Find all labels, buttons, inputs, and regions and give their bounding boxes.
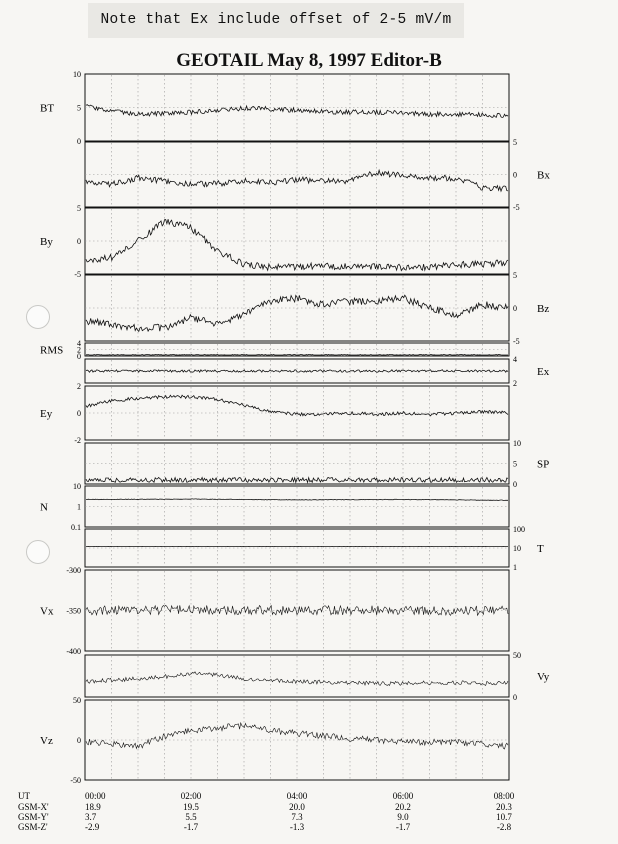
- y-tick-label: 2: [513, 379, 517, 388]
- y-tick-label: -400: [66, 647, 81, 656]
- y-tick-label: 0: [513, 170, 517, 180]
- panel-vz: [40, 696, 509, 785]
- panel-label: Vy: [537, 671, 550, 683]
- footer-value: 9.0: [397, 812, 409, 822]
- y-tick-label: 0: [77, 237, 81, 246]
- footer-row: [18, 822, 512, 832]
- series-trace: [86, 672, 508, 686]
- footer-value: 02:00: [180, 791, 202, 801]
- panel-vx: [40, 566, 509, 656]
- y-tick-label: 0: [77, 736, 81, 745]
- footer-value: 19.5: [183, 802, 199, 812]
- footer-row-label: GSM-X': [18, 802, 49, 812]
- panel-bz: [85, 271, 549, 346]
- y-tick-label: 50: [513, 651, 521, 660]
- series-trace: [86, 354, 508, 355]
- panel-ex: [85, 355, 550, 388]
- footer-row-label: GSM-Y': [18, 812, 49, 822]
- y-tick-label: 0: [513, 480, 517, 489]
- y-tick-label: 0: [77, 409, 81, 418]
- y-tick-label: 0: [77, 352, 81, 361]
- footer-value: 20.0: [289, 802, 305, 812]
- y-tick-label: 100: [513, 525, 525, 534]
- footer-value: -1.3: [289, 822, 305, 832]
- panel-label: By: [40, 236, 53, 248]
- y-tick-label: 1: [77, 502, 81, 512]
- y-tick-label: 10: [73, 70, 81, 79]
- footer-value: 20.2: [395, 802, 411, 812]
- y-tick-label: 4: [77, 339, 81, 348]
- y-tick-label: 10: [73, 482, 81, 491]
- footer-row: [18, 812, 512, 822]
- panel-n: [40, 482, 509, 532]
- footer-value: 20.3: [496, 802, 512, 812]
- y-tick-label: 0: [77, 137, 81, 146]
- panel-label: Vx: [40, 605, 54, 618]
- series-trace: [86, 477, 508, 482]
- panel-ey: [40, 382, 509, 445]
- sticky-note: Note that Ex include offset of 2-5 mV/m: [88, 3, 464, 38]
- y-tick-label: 2: [77, 382, 81, 391]
- footer-value: 00:00: [85, 791, 106, 801]
- panel-vy: [85, 651, 550, 702]
- y-tick-label: -50: [70, 776, 81, 785]
- footer-row-label: GSM-Z': [18, 822, 48, 832]
- panel-label: Ex: [537, 366, 550, 378]
- footer-value: -1.7: [183, 822, 199, 832]
- y-tick-label: 10: [513, 439, 521, 448]
- y-tick-label: 0.1: [71, 523, 81, 532]
- y-tick-label: -2: [74, 436, 81, 445]
- y-tick-label: -5: [513, 337, 520, 346]
- page-title: GEOTAIL May 8, 1997 Editor-B: [176, 50, 442, 71]
- panel-label: N: [40, 501, 48, 514]
- y-tick-label: 4: [513, 355, 517, 364]
- y-tick-label: 5: [513, 271, 517, 280]
- y-tick-label: 50: [73, 696, 81, 705]
- footer-value: 06:00: [392, 791, 414, 801]
- y-tick-label: 5: [77, 204, 81, 213]
- y-tick-label: 10: [513, 544, 521, 553]
- footer-value: 7.3: [291, 812, 303, 822]
- footer-value: -2.8: [496, 822, 512, 832]
- series-trace: [86, 219, 508, 270]
- y-tick-label: -5: [513, 203, 520, 212]
- footer-value: 08:00: [493, 791, 515, 801]
- panel-label: RMS: [40, 344, 64, 357]
- footer-row: [18, 802, 512, 812]
- panel-t: [85, 525, 544, 572]
- panel-label: Bx: [537, 169, 550, 182]
- panel-rms: [40, 339, 509, 361]
- y-tick-label: 5: [77, 103, 81, 113]
- footer-value: 18.9: [85, 802, 101, 812]
- footer-row: [18, 791, 515, 801]
- footer-row-label: UT: [18, 791, 30, 801]
- footer-value: 5.5: [185, 812, 197, 822]
- y-tick-label: -350: [66, 606, 81, 616]
- footer-value: 04:00: [286, 791, 308, 801]
- footer-value: 10.7: [496, 812, 512, 822]
- footer-value: 3.7: [85, 812, 97, 822]
- y-tick-label: 5: [513, 459, 517, 469]
- panel-label: Bz: [537, 303, 550, 315]
- panel-by: [40, 204, 509, 279]
- panel-label: Ey: [40, 408, 53, 420]
- y-tick-label: -300: [66, 566, 81, 575]
- panel-bt: [40, 70, 509, 146]
- panel-label: T: [537, 543, 544, 555]
- panel-label: SP: [537, 458, 550, 471]
- y-tick-label: 0: [513, 304, 517, 313]
- panel-bx: [85, 138, 550, 212]
- panel-label: BT: [40, 102, 55, 115]
- series-trace: [86, 370, 508, 372]
- footer-value: -1.7: [395, 822, 411, 832]
- y-tick-label: 1: [513, 563, 517, 572]
- footer-value: -2.9: [85, 822, 100, 832]
- panel-sp: [85, 439, 549, 489]
- y-tick-label: -5: [74, 270, 81, 279]
- y-tick-label: 0: [513, 693, 517, 702]
- y-tick-label: 2: [77, 345, 81, 355]
- panel-label: Vz: [40, 735, 53, 747]
- y-tick-label: 5: [513, 138, 517, 147]
